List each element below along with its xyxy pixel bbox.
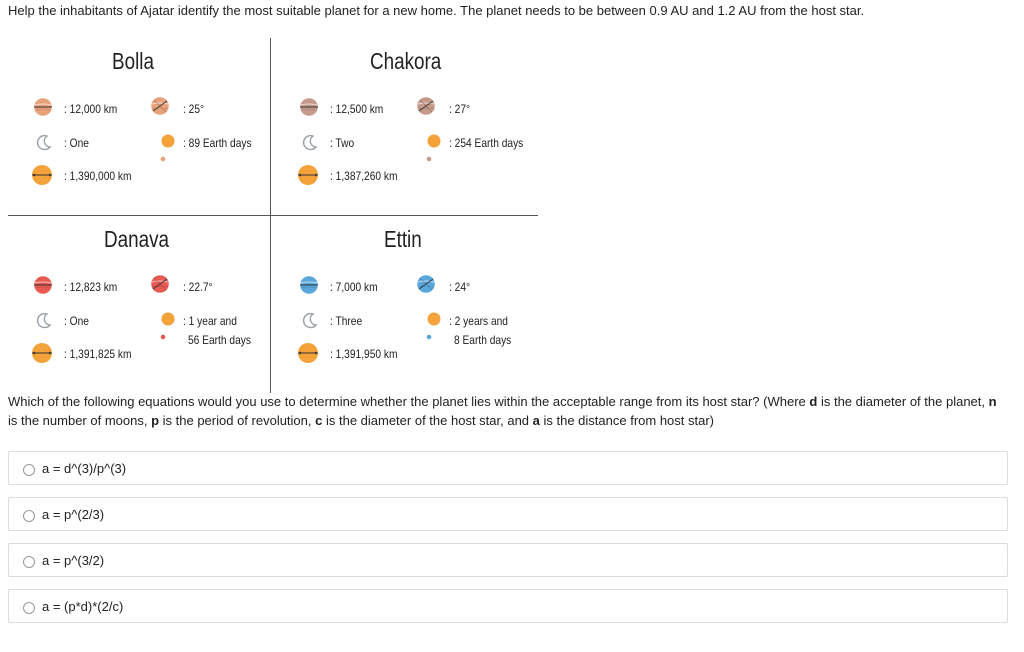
tilt-value: : 22.7° <box>183 280 213 294</box>
planet-diameter-icon <box>33 275 53 300</box>
star-diameter-icon <box>297 164 319 191</box>
period-value-line2: 8 Earth days <box>454 333 512 347</box>
planet-diameter-icon <box>299 275 319 300</box>
period-value-line1: : 1 year and <box>183 314 237 328</box>
intro-text: Help the inhabitants of Ajatar identify the most suitable planet for a new home. The planet needs to be between 0.9 AU and 1.2 AU from the host star. <box>8 3 865 18</box>
planet-name: Chakora <box>370 48 442 74</box>
option-label: a = p^(2/3) <box>42 507 105 522</box>
moon-icon <box>301 133 319 156</box>
planet-diameter-icon <box>299 97 319 122</box>
radio-button[interactable] <box>23 556 35 568</box>
moons-value: : One <box>64 136 89 150</box>
star-diameter-value: : 1,391,825 km <box>64 347 132 361</box>
tilt-value: : 24° <box>449 280 471 294</box>
orbit-period-icon <box>160 134 176 169</box>
planet-diameter-icon <box>33 97 53 122</box>
diameter-value: : 12,500 km <box>330 102 384 116</box>
answer-option-1[interactable] <box>8 451 1008 485</box>
question-text: Which of the following equations would you use to determine whether the planet lies within the acceptable range from its host star? (Where d is the diameter of the planet, n is the number of moons, p is the period of revolution, c is the diameter of the host star, and a is the distance from host star) <box>8 394 997 428</box>
planet-panel-bolla <box>8 38 270 214</box>
orbit-period-icon <box>160 312 176 347</box>
period-value-line1: : 254 Earth days <box>449 136 524 150</box>
diameter-value: : 12,000 km <box>64 102 118 116</box>
tilt-value: : 27° <box>449 102 471 116</box>
star-diameter-icon <box>31 164 53 191</box>
radio-button[interactable] <box>23 464 35 476</box>
answer-option-3[interactable] <box>8 543 1008 577</box>
moons-value: : Three <box>330 314 363 328</box>
planet-panel-ettin <box>274 216 536 392</box>
planet-name: Danava <box>104 226 170 252</box>
orbit-period-icon <box>426 134 442 169</box>
answer-option-2[interactable] <box>8 497 1008 531</box>
moon-icon <box>35 133 53 156</box>
star-diameter-value: : 1,391,950 km <box>330 347 398 361</box>
planet-name: Ettin <box>384 226 422 252</box>
period-value-line1: : 2 years and <box>449 314 508 328</box>
axial-tilt-icon <box>416 274 436 299</box>
axial-tilt-icon <box>416 96 436 121</box>
star-diameter-icon <box>31 342 53 369</box>
axial-tilt-icon <box>150 274 170 299</box>
star-diameter-value: : 1,387,260 km <box>330 169 398 183</box>
option-label: a = (p*d)*(2/c) <box>42 599 124 614</box>
answer-option-4[interactable] <box>8 589 1008 623</box>
star-diameter-icon <box>297 342 319 369</box>
star-diameter-value: : 1,390,000 km <box>64 169 132 183</box>
planet-name: Bolla <box>112 48 154 74</box>
option-label: a = d^(3)/p^(3) <box>42 461 127 476</box>
radio-button[interactable] <box>23 602 35 614</box>
period-value-line2: 56 Earth days <box>188 333 251 347</box>
moons-value: : One <box>64 314 89 328</box>
axial-tilt-icon <box>150 96 170 121</box>
planet-grid <box>8 38 538 393</box>
radio-button[interactable] <box>23 510 35 522</box>
period-value-line1: : 89 Earth days <box>183 136 252 150</box>
diameter-value: : 12,823 km <box>64 280 118 294</box>
tilt-value: : 25° <box>183 102 205 116</box>
planet-panel-chakora <box>274 38 536 214</box>
orbit-period-icon <box>426 312 442 347</box>
option-label: a = p^(3/2) <box>42 553 105 568</box>
moon-icon <box>35 311 53 334</box>
diameter-value: : 7,000 km <box>330 280 378 294</box>
moons-value: : Two <box>330 136 355 150</box>
planet-panel-danava <box>8 216 270 392</box>
moon-icon <box>301 311 319 334</box>
